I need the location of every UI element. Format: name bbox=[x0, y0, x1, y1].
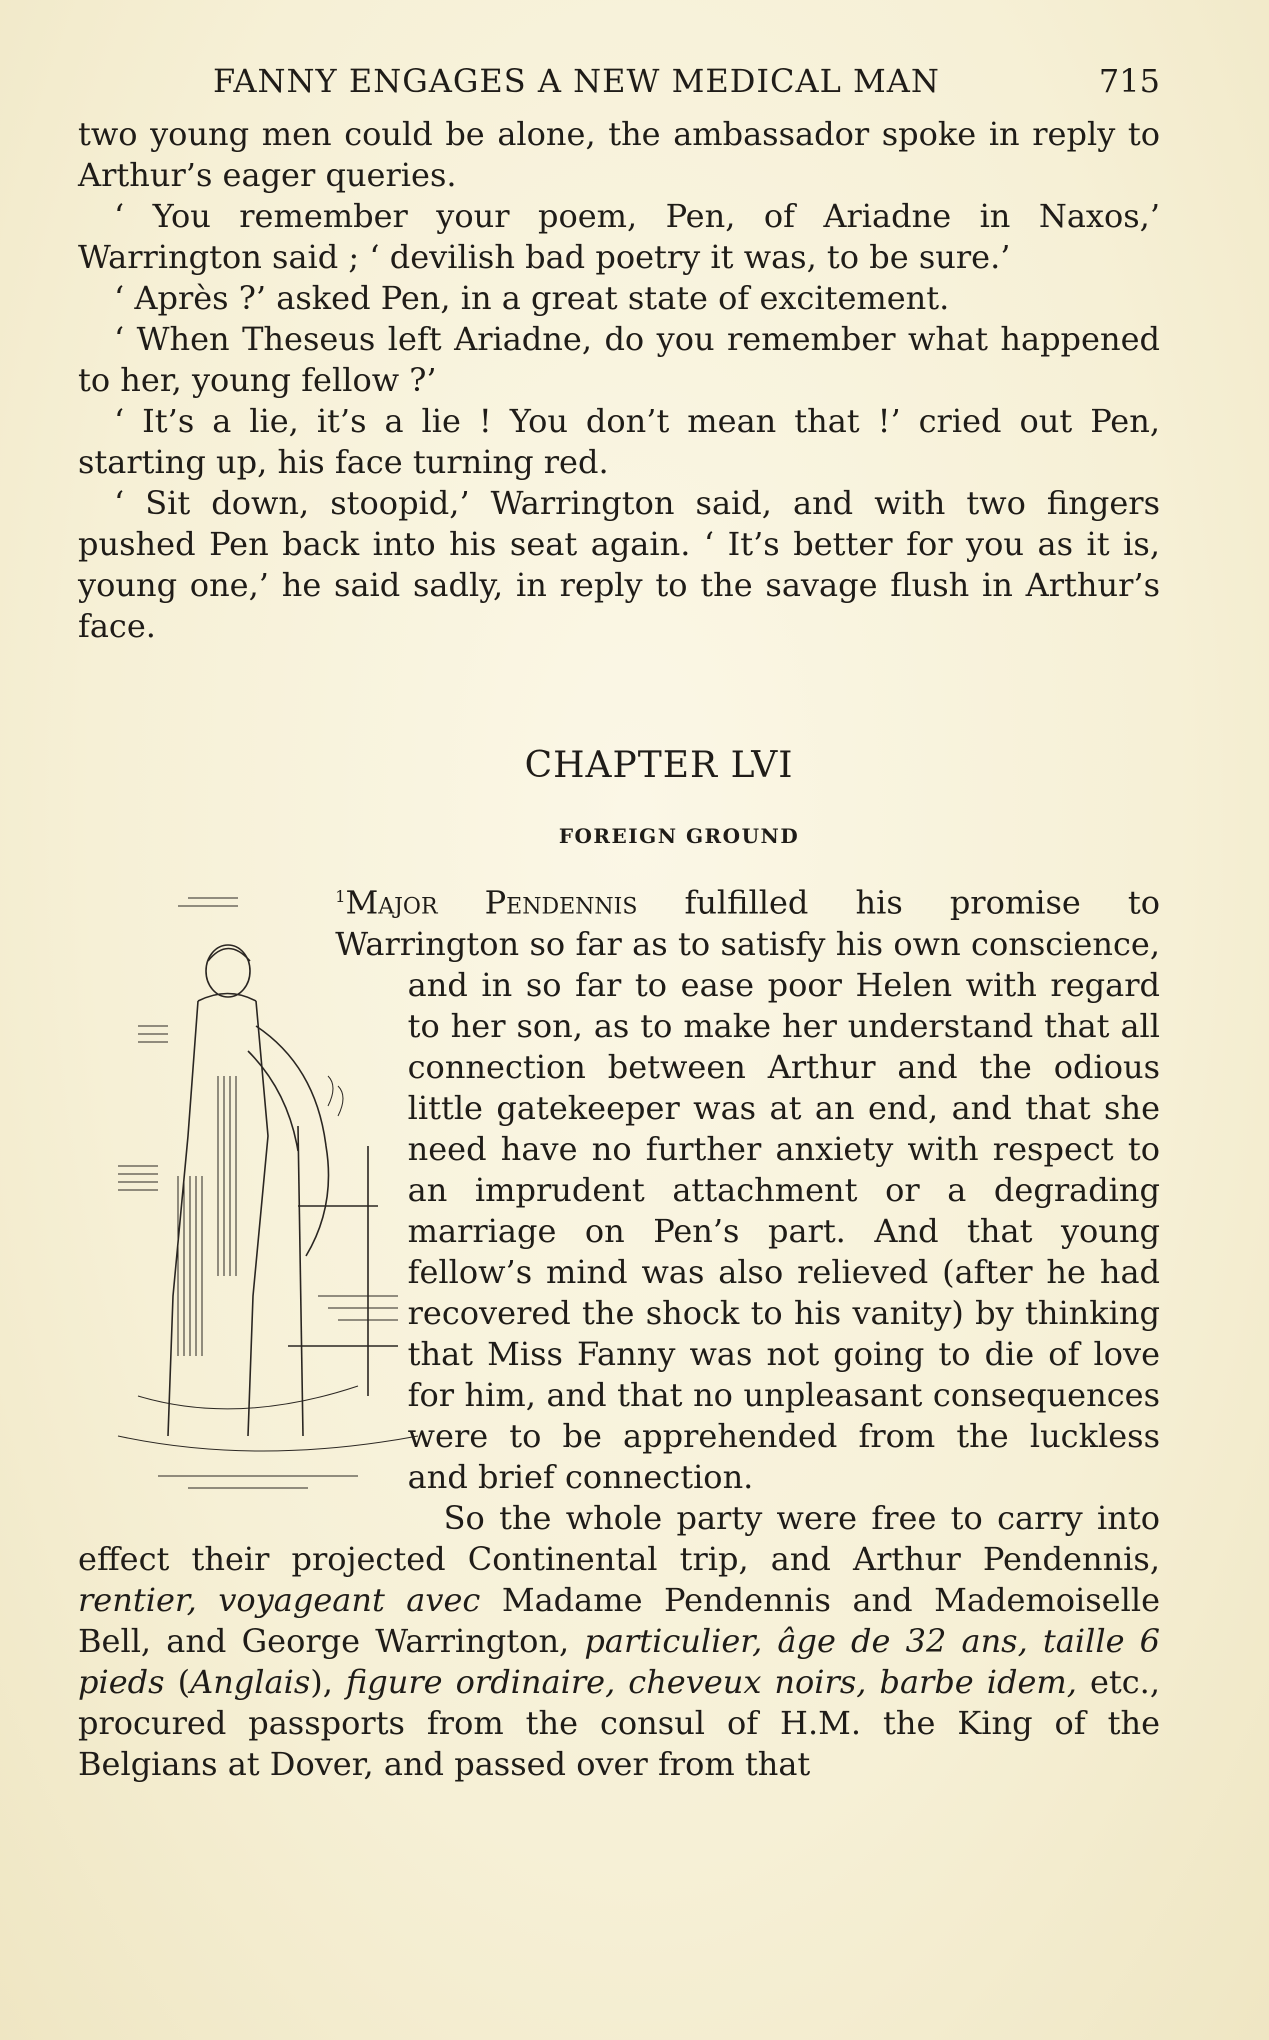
running-head-title: FANNY ENGAGES A NEW MEDICAL MAN bbox=[213, 62, 940, 100]
italic-span: Anglais bbox=[190, 1662, 311, 1701]
paragraph: ‘ It’s a lie, it’s a lie ! You don’t mean that !’ cried out Pen, starting up, his face turning red. bbox=[78, 402, 1160, 481]
paragraph-text: fulfilled his promise to Warrington so far as to satisfy his own conscience, and in so far to ease poor Helen with regard to her son, as to make her understand that all connection between Arthur and the odious little gatekeeper was at an end, and that she need have no further anxiety with respect to an imprudent attachment or a degrading marriage on Pen’s part. And that young fellow’s mind was also relieved (after he had recovered the shock to his vanity) by thinking that Miss Fanny was not going to die of love for him, and that no unpleasant consequences were to be apprehended from the luckless and brief connection. bbox=[335, 883, 1161, 1496]
paragraph: two young men could be alone, the ambassador spoke in reply to Arthur’s eager queries. bbox=[78, 115, 1160, 194]
footnote-mark: 1 bbox=[335, 887, 346, 906]
text-span: ), bbox=[310, 1662, 346, 1701]
paragraph: ‘ You remember your poem, Pen, of Ariadne in Naxos,’ Warrington said ; ‘ devilish bad poetry it was, to be sure.’ bbox=[78, 197, 1160, 276]
italic-span: particulier, âge de 32 ans, taille 6 pieds bbox=[78, 1621, 1161, 1701]
text-span: etc., procured passports from the consul of H.M. the King of the Belgians at Dover, and passed over from that bbox=[78, 1662, 1161, 1783]
page-number: 715 bbox=[1098, 62, 1160, 100]
italic-span: figure ordinaire, cheveux noirs, barbe idem, bbox=[345, 1662, 1077, 1701]
paragraph: ‘ Sit down, stoopid,’ Warrington said, and with two fingers pushed Pen back into his seat again. ‘ It’s better for you as it is, young one,’ he said sadly, in reply to the savage flush in Arthur’s face. bbox=[78, 484, 1160, 645]
paragraph bbox=[78, 1498, 1160, 1785]
chapter-title: CHAPTER LVI bbox=[524, 745, 794, 786]
lead-smallcaps: Major Pendennis bbox=[345, 883, 638, 922]
paragraph: ‘ Après ?’ asked Pen, in a great state of excitement. bbox=[114, 279, 950, 317]
book-page bbox=[78, 62, 1160, 1785]
chapter-subtitle: FOREIGN GROUND bbox=[558, 824, 800, 848]
text-span: So the whole party were free to carry into effect their projected Continental trip, and Arthur Pendennis, bbox=[78, 1498, 1160, 1578]
engraved-figure-illustration-icon bbox=[78, 876, 460, 1500]
text-span: ( bbox=[164, 1662, 191, 1701]
italic-span: rentier, voyageant avec bbox=[78, 1580, 481, 1619]
running-head bbox=[78, 62, 1160, 100]
text-span: Madame Pendennis and Mademoiselle Bell, and George Warrington, bbox=[78, 1580, 1161, 1660]
paragraph: ‘ When Theseus left Ariadne, do you remember what happened to her, young fellow ?’ bbox=[78, 320, 1160, 399]
